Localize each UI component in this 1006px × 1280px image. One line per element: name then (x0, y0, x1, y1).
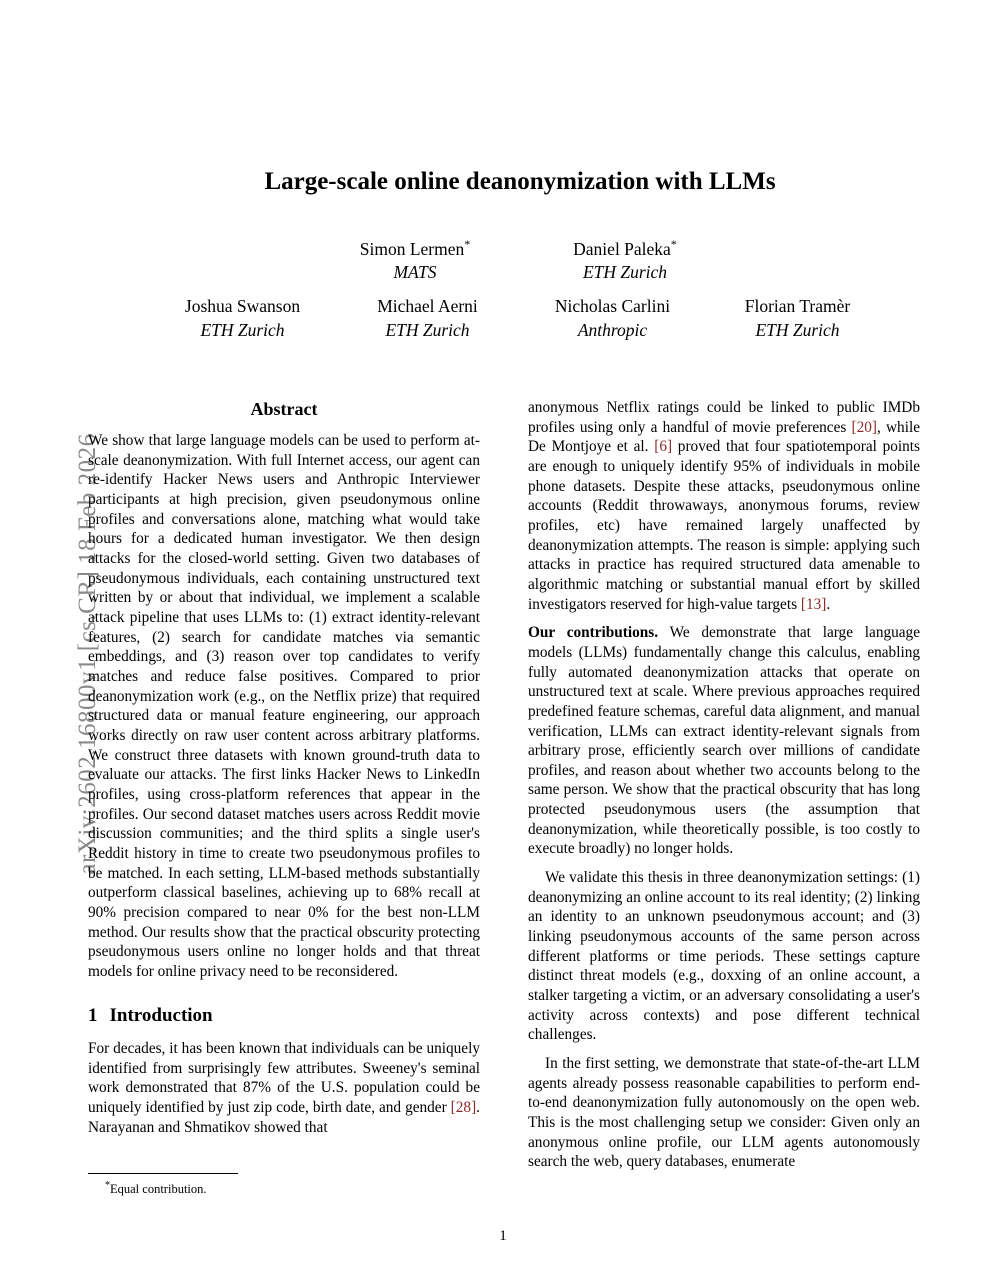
footnote (88, 1180, 480, 1197)
arxiv-identifier-stamp: arXiv:2602.16800v1 [cs.CR] 18 Feb 2026 (74, 433, 101, 875)
author-affiliation: ETH Zurich (200, 319, 285, 340)
section-number: 1 (88, 1004, 98, 1026)
page-number: 1 (499, 1228, 507, 1244)
author-name: Nicholas Carlini (554, 296, 671, 317)
author-name: Simon Lermen* (359, 237, 471, 259)
author-block (335, 295, 520, 342)
cont-text-b: , while De Montjoye et al. (528, 418, 920, 456)
intro-text-b: . Narayanan and Shmatikov showed that (88, 1098, 480, 1136)
citation-ref[interactable]: [28] (450, 1098, 477, 1116)
author-affiliation: ETH Zurich (755, 319, 840, 340)
author-block (150, 295, 335, 342)
author-block (705, 295, 890, 342)
abstract-body: We show that large language models can be used to perform at-scale deanonymization. With full Internet access, our agent can re-identify Hacker News users and Anthropic Interviewer participants at high precision, given pseudonymous online profiles and conversations alone, matching what would take hours for a dedicated human investigator. We then design attacks for the closed-world setting. Given two databases of pseudonymous individuals, each containing unstructured text written by or about that individual, we implement a scalable attack pipeline that uses LLMs to: (1) extract identity-relevant features, (2) search for candidate matches via semantic embeddings, and (3) reason over top candidates to verify matches and reduce false positives. Compared to prior deanonymization work (e.g., on the Netflix prize) that required structured data or manual feature engineering, our approach works directly on raw user content across arbitrary platforms. We construct three datasets with known ground-truth data to evaluate our attacks. The first links Hacker News to LinkedIn profiles, using cross-platform references that appear in the profiles. Our second dataset matches users across Reddit movie discussion communities; and the third splits a single user's Reddit history in time to create two pseudonymous profiles to be matched. In each setting, LLM-based methods substantially outperform classical baselines, achieving up to 68% recall at 90% precision compared to near 0% for the best non-LLM method. Our results show that the practical obscurity protecting pseudonymous users online no longer holds and that threat models for online privacy need to be reconsidered. (88, 432, 480, 980)
section-title: Introduction (109, 1004, 213, 1026)
cont-text-a: anonymous Netflix ratings could be linked to public IMDb profiles using only a handful of movie preferences (528, 399, 920, 436)
author-name: Joshua Swanson (184, 296, 301, 317)
intro-paragraph-1 (88, 1039, 480, 1137)
intro-paragraph-1-continued (528, 398, 920, 614)
cont-text-d: . (826, 595, 831, 613)
footnote-separator (88, 1173, 238, 1174)
contributions-body: We demonstrate that large language models (LLMs) fundamentally change this calculus, enabling fully automated deanonymization attacks that operate on unstructured text at scale. Where previous approaches required predefined feature schemas, careful data alignment, and manual verification, LLMs can extract identity-relevant signals from arbitrary prose, efficiently search over millions of candidate profiles, and reason about whether two accounts belong to the same person. We show that the practical obscurity that has long protected pseudonymous users (the assumption that deanonymization, while theoretically possible, is too costly to execute broadly) no longer holds. (528, 624, 920, 858)
intro-paragraph-2: We validate this thesis in three deanonymization settings: (1) deanonymizing an online account to its real identity; (2) linking an identity to an unknown pseudonymous account; and (3) linking pseudonymous accounts of the same person across different platforms or time periods. These settings capture distinct threat models (e.g., doxxing of an online account, a stalker targeting a victim, or an adversary consolidating a user's activity across contexts) and pose different technical challenges. (528, 869, 920, 1044)
two-column-body (88, 398, 920, 1198)
author-footnote-marker: * (670, 237, 677, 251)
intro-paragraph-3: In the first setting, we demonstrate that state-of-the-art LLM agents already possess reasonable capabilities to perform end-to-end deanonymization fully autonomously on the open web. This is the most challenging setup we consider: Given only an anonymous online profile, our LLM agents autonomously search the web, query databases, enumerate (528, 1055, 920, 1171)
author-block (520, 295, 705, 342)
author-affiliation: ETH Zurich (582, 262, 668, 283)
intro-text-a: For decades, it has been known that individuals can be uniquely identified from surprisingly few attributes. Sweeney's seminal work demonstrated that 87% of the U.S. population could be uniquely identified by just zip code, birth date, and gender (88, 1039, 480, 1116)
citation-ref[interactable]: [20] (851, 418, 877, 436)
author-name: Florian Tramèr (744, 296, 851, 317)
author-list (120, 236, 920, 342)
author-affiliation: MATS (393, 262, 437, 283)
contributions-runin-label: Our contributions. (528, 624, 659, 642)
abstract-heading: Abstract (250, 399, 318, 419)
author-footnote-marker: * (464, 237, 471, 251)
author-name: Daniel Paleka* (573, 237, 677, 259)
page-title: Large-scale online deanonymization with LLMs (264, 168, 776, 195)
author-row-2 (120, 295, 920, 342)
contributions-paragraph (528, 623, 920, 859)
right-column (528, 398, 920, 1181)
citation-ref[interactable]: [13] (800, 595, 827, 613)
cont-text-c: proved that four spatiotemporal points are enough to uniquely identify 95% of individuals in mobile phone datasets. Despite these attacks, pseudonymous online accounts (Reddit throwaways, anonymous forums, review profiles, etc) have remained largely unaffected by deanonymization attempts. The reason is simple: applying such attacks in practice has required structured data amenable to algorithmic matching or substantial manual effort by skilled investigators reserved for high-value targets (528, 438, 920, 613)
author-block (310, 236, 520, 285)
footnote-text: Equal contribution. (110, 1182, 207, 1197)
citation-ref[interactable]: [6] (654, 438, 673, 456)
author-affiliation: ETH Zurich (385, 319, 470, 340)
author-row-1 (120, 236, 920, 285)
author-block (520, 236, 730, 285)
author-affiliation: Anthropic (577, 319, 648, 340)
left-column (88, 398, 480, 1146)
author-name: Michael Aerni (377, 296, 478, 317)
section-heading-introduction (88, 1004, 480, 1028)
footnote-marker: * (105, 1180, 110, 1191)
